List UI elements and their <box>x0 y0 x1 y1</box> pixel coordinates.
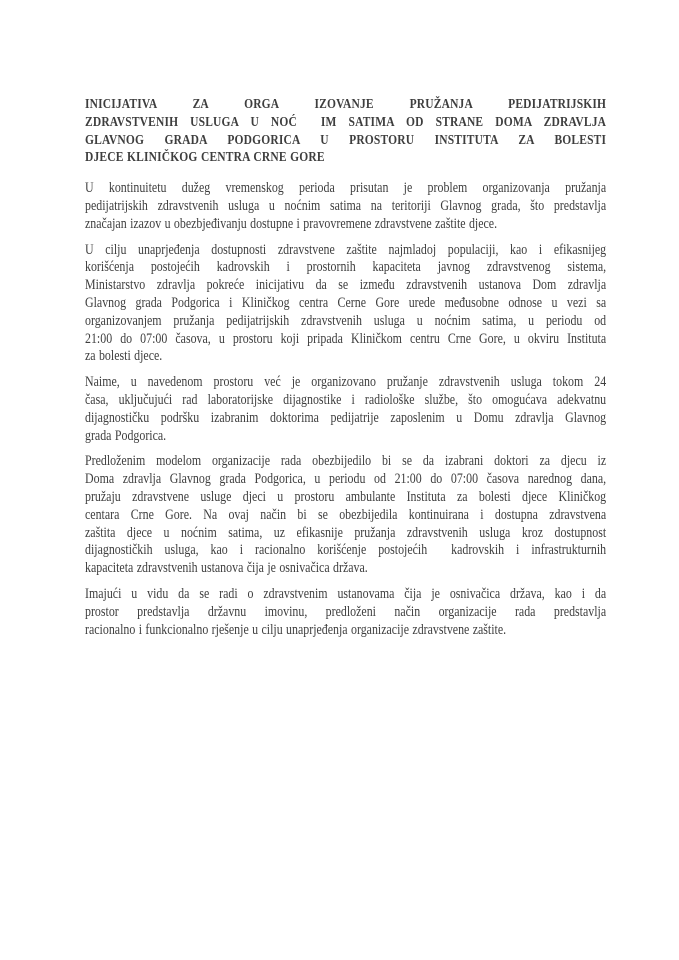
text-line: korišćenja postojećih kadrovskih i prostornih kapaciteta javnog zdravstvenog sistema, <box>85 259 607 276</box>
title-line: DJECE KLINIČKOG CENTRA CRNE GORE <box>85 150 325 166</box>
paragraph <box>85 242 606 367</box>
text-line: U cilju unaprjeđenja dostupnosti zdravstvene zaštite najmladoj populaciji, kao i efikasnijeg <box>85 241 607 258</box>
text-line: dijagnostičkih usluga, kao i racionalno korišćenje postojećih kadrovskih i infrastrukturnih <box>85 542 607 559</box>
text-line: prostor predstavlja državnu imovinu, predloženi način organizacije rada predstavlja <box>85 603 607 620</box>
paragraph <box>85 586 606 639</box>
text-line: centara Crne Gore. Na ovaj način bi se obezbijedila kontinuirana i dostupna zdravstvena <box>85 506 607 523</box>
text-line: kapaciteta zdravstvenih ustanova čija je osnivačica država. <box>85 560 368 577</box>
text-line: racionalno i funkcionalno rješenje u cilju unaprjeđenja organizacije zdravstvene zaštite. <box>85 621 507 638</box>
document-title <box>85 96 606 167</box>
text-line: 21:00 do 07:00 časova, u prostoru koji pripada Kliničkom centru Crne Gore, u okviru Instituta <box>85 330 607 347</box>
text-line: dijagnostičku podršku izabranim doktorima pedijatrije zaposlenim u Domu zdravlja Glavnog <box>85 409 607 426</box>
text-line: Glavnog grada Podgorica i Kliničkog centra Cerne Gore urede međusobne odnose u vezi sa <box>85 294 607 311</box>
text-line: Ministarstvo zdravlja pokreće inicijativu da se između zdravstvenih ustanova Dom zdravlja <box>85 277 607 294</box>
title-line: ZDRAVSTVENIH USLUGA U NOĆ IM SATIMA OD STRANE DOMA ZDRAVLJA <box>85 114 607 130</box>
text-line: Predloženim modelom organizacije rada obezbijedilo bi se da izabrani doktori za djecu iz <box>85 453 607 470</box>
text-line: pružaju zdravstvene usluge djeci u prostoru ambulante Instituta za bolesti djece Kliničkog <box>85 488 607 505</box>
text-line: časa, uključujući rad laboratorijske dijagnostike i radiološke službe, što omogućava adekvatnu <box>85 391 607 408</box>
document-content <box>85 96 606 647</box>
title-line: INICIJATIVA ZA ORGA IZOVANJE PRUŽANJA PEDIJATRIJSKIH <box>85 97 607 112</box>
text-line: zaštita djece u noćnim satima, uz efikasnije pružanja zdravstvenih usluga kroz dostupnost <box>85 524 607 541</box>
document-paragraphs <box>85 180 606 639</box>
text-line: za bolesti djece. <box>85 348 163 365</box>
text-line: pedijatrijskih zdravstvenih usluga u noćnim satima na teritoriji Glavnog grada, što predstavlja <box>85 197 607 214</box>
text-line: U kontinuitetu dužeg vremenskog perioda prisutan je problem organizovanja pružanja <box>85 180 607 197</box>
text-line: Imajući u vidu da se radi o zdravstvenim ustanovama čija je osnivačica država, kao i da <box>85 585 607 602</box>
title-line: GLAVNOG GRADA PODGORICA U PROSTORU INSTITUTA ZA BOLESTI <box>85 132 607 148</box>
text-line: Naime, u navedenom prostoru već je organizovano pružanje zdravstvenih usluga tokom 24 <box>85 374 607 391</box>
paragraph <box>85 453 606 578</box>
text-line: grada Podgorica. <box>85 427 167 444</box>
text-line: organizovanjem pružanja pedijatrijskih zdravstvenih usluga u noćnim satima, u periodu od <box>85 312 607 329</box>
text-line: Doma zdravlja Glavnog grada Podgorica, u periodu od 21:00 do 07:00 časova narednog dana, <box>85 471 607 488</box>
paragraph <box>85 180 606 233</box>
paragraph <box>85 374 606 445</box>
text-line: značajan izazov u obezbjeđivanju dostupne i pravovremene zdravstvene zaštite djece. <box>85 215 498 232</box>
